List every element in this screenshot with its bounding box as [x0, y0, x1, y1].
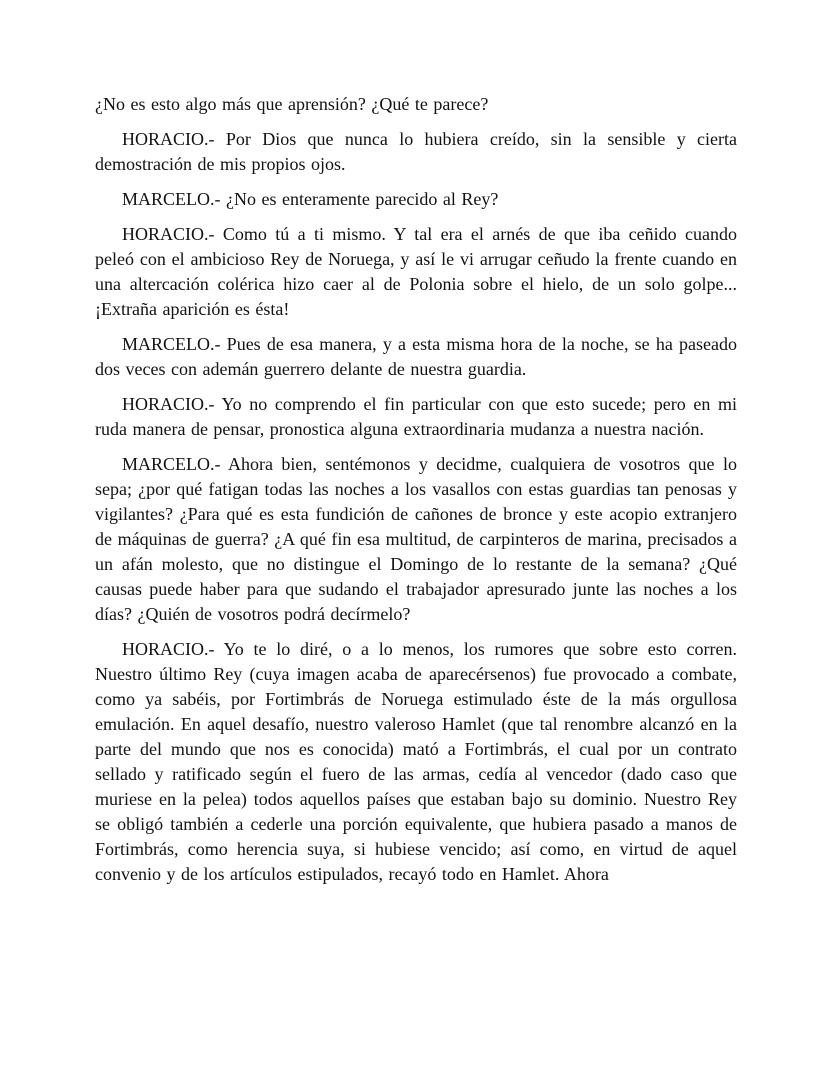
paragraph-horacio-4: HORACIO.- Yo te lo diré, o a lo menos, los rumores que sobre esto corren. Nuestro último Rey (cuya imagen acaba de aparecérsenos) fue provocado a combate, como ya sabéis, por Fortimbrás de Noruega estimulado éste de la más orgullosa emulación. En aquel desafío, nuestro valeroso Hamlet (que tal renombre alcanzó en la parte del mundo que nos es conocida) mató a Fortimbrás, el cual por un contrato sellado y ratificado según el fuero de las armas, cedía al vencedor (dado caso que muriese en la pelea) todos aquellos países que estaban bajo su dominio. Nuestro Rey se obligó también a cederle una porción equivalente, que hubiera pasado a manos de Fortimbrás, como herencia suya, si hubiese vencido; así como, en virtud de aquel convenio y de los artículos estipulados, recayó todo en Hamlet. Ahora [95, 639, 737, 884]
paragraph-marcelo-3: MARCELO.- Ahora bien, sentémonos y decidme, cualquiera de vosotros que lo sepa; ¿por qué fatigan todas las noches a los vasallos con estas guardias tan penosas y vigilantes? ¿Para qué es esta fundición de cañones de bronce y este acopio extranjero de máquinas de guerra? ¿A qué fin esa multitud, de carpinteros de marina, precisados a un afán molesto, que no distingue el Domingo de lo restante de la semana? ¿Qué causas puede haber para que sudando el trabajador apresurado junte las noches a los días? ¿Quién de vosotros podrá decírmelo? [95, 454, 737, 624]
paragraph-continuation: ¿No es esto algo más que aprensión? ¿Qué te parece? [95, 94, 489, 114]
paragraph-horacio-1: HORACIO.- Por Dios que nunca lo hubiera creído, sin la sensible y cierta demostración de mis propios ojos. [95, 129, 737, 174]
paragraph-horacio-2: HORACIO.- Como tú a ti mismo. Y tal era el arnés de que iba ceñido cuando peleó con el ambicioso Rey de Noruega, y así le vi arrugar ceñudo la frente cuando en una altercación colérica hizo caer al de Polonia sobre el hielo, de un solo golpe... ¡Extraña aparición es ésta! [95, 224, 737, 319]
paragraph-marcelo-2: MARCELO.- Pues de esa manera, y a esta misma hora de la noche, se ha paseado dos veces con ademán guerrero delante de nuestra guardia. [95, 334, 737, 379]
paragraph-marcelo-1: MARCELO.- ¿No es enteramente parecido al Rey? [122, 189, 499, 209]
paragraph-horacio-3: HORACIO.- Yo no comprendo el fin particular con que esto sucede; pero en mi ruda manera de pensar, pronostica alguna extraordinaria mudanza a nuestra nación. [95, 394, 737, 439]
